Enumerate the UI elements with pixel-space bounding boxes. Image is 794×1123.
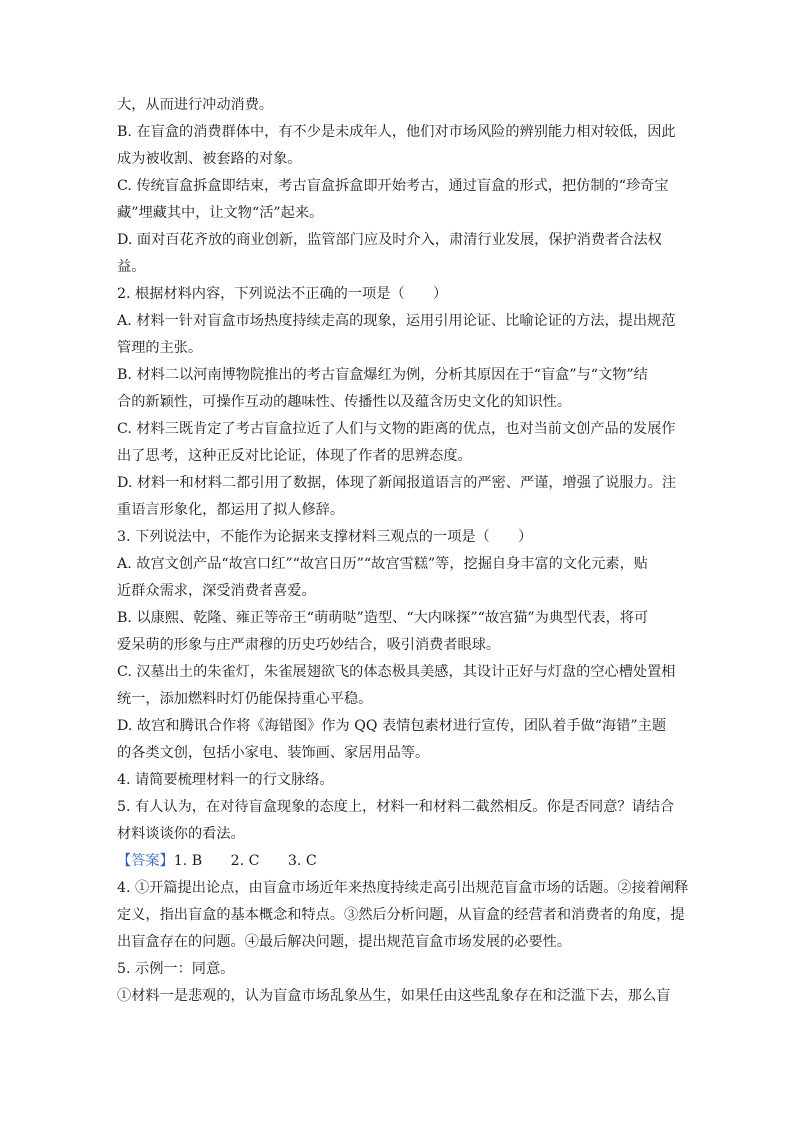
text-line: A. 材料一针对盲盒市场热度持续走高的现象，运用引用论证、比喻论证的方法，提出规范 [117,313,676,329]
text-line: C. 汉墓出土的朱雀灯，朱雀展翅欲飞的体态极具美感，其设计正好与灯盘的空心槽处置相 [117,664,676,680]
text-line: 藏”埋藏其中，让文物“活”起来。 [117,205,324,221]
text-line: 出了思考，这种正反对比论证，体现了作者的思辨态度。 [117,448,472,464]
text-line: 近群众需求，深受消费者喜爱。 [117,583,316,599]
question-2: 2. 根据材料内容，下列说法不正确的一项是（ ） [117,286,448,302]
text-line: 益。 [117,259,146,275]
answer-text-line: ①材料一是悲观的，认为盲盒市场乱象丛生，如果任由这些乱象存在和泛滥下去，那么盲 [117,988,671,1004]
text-line: 合的新颖性，可操作互动的趣味性、传播性以及蕴含历史文化的知识性。 [117,394,572,410]
text-line: 爱呆萌的形象与庄严肃穆的历史巧妙结合，吸引消费者眼球。 [117,637,501,653]
answer-mc: 1. B 2. C 3. C [173,853,317,869]
text-line: C. 传统盲盒拆盒即结束，考古盲盒拆盒即开始考古，通过盲盒的形式，把仿制的“珍奇宝 [117,178,669,194]
text-line: B. 在盲盒的消费群体中，有不少是未成年人，他们对市场风险的辨别能力相对较低，因此 [117,124,676,140]
text-line: B. 以康熙、乾隆、雍正等帝王“萌萌哒”造型、“大内咪探”“故宫猫”为典型代表，将可 [117,610,649,626]
question-5: 5. 有人认为，在对待盲盒现象的态度上，材料一和材料二截然相反。你是否同意？请结合 [117,799,675,815]
answer-text-line: 定义，指出盲盒的基本概念和特点。③然后分析问题，从盲盒的经营者和消费者的角度，提 [117,907,685,923]
text-line: 材料谈谈你的看法。 [117,826,245,842]
text-line: D. 面对百花齐放的商业创新，监管部门应及时介入，肃清行业发展，保护消费者合法权 [117,232,662,248]
text-line: 统一，添加燃料时灯仍能保持重心平稳。 [117,691,373,707]
answer-text-line: 5. 示例一：同意。 [117,961,235,977]
text-line: 的各类文创，包括小家电、装饰画、家居用品等。 [117,745,430,761]
text-line: 大，从而进行冲动消费。 [117,97,274,113]
text-line: 重语言形象化，都运用了拟人修辞。 [117,502,345,518]
text-line: A. 故宫文创产品“故宫口红”“故宫日历”“故宫雪糕”等，挖掘自身丰富的文化元素，贴 [117,556,648,572]
question-4: 4. 请简要梳理材料一的行文脉络。 [117,772,334,788]
question-3: 3. 下列说法中，不能作为论据来支撑材料三观点的一项是（ ） [117,529,533,545]
text-line: 管理的主张。 [117,340,203,356]
answer-text-line: 出盲盒存在的问题。④最后解决问题，提出规范盲盒市场发展的必要性。 [117,934,572,950]
text-line: D. 故宫和腾讯合作将《海错图》作为 QQ 表情包素材进行宣传，团队着手做“海错”主题 [117,718,667,734]
text-line: D. 材料一和材料二都引用了数据，体现了新闻报道语言的严密、严谨，增强了说服力。注 [117,475,677,491]
text-line: 成为被收割、被套路的对象。 [117,151,302,167]
answer-line [117,848,677,875]
document-body [117,92,689,1010]
text-line: C. 材料三既肯定了考古盲盒拉近了人们与文物的距离的优点，也对当前文创产品的发展作 [117,421,676,437]
text-line: B. 材料二以河南博物院推出的考古盲盒爆红为例，分析其原因在于“盲盒”与“文物”结 [117,367,648,383]
answer-text-line: 4. ①开篇提出论点，由盲盒市场近年来热度持续走高引出规范盲盒市场的话题。②接着阐释 [117,880,689,896]
answer-tag: 【答案】 [117,853,174,869]
